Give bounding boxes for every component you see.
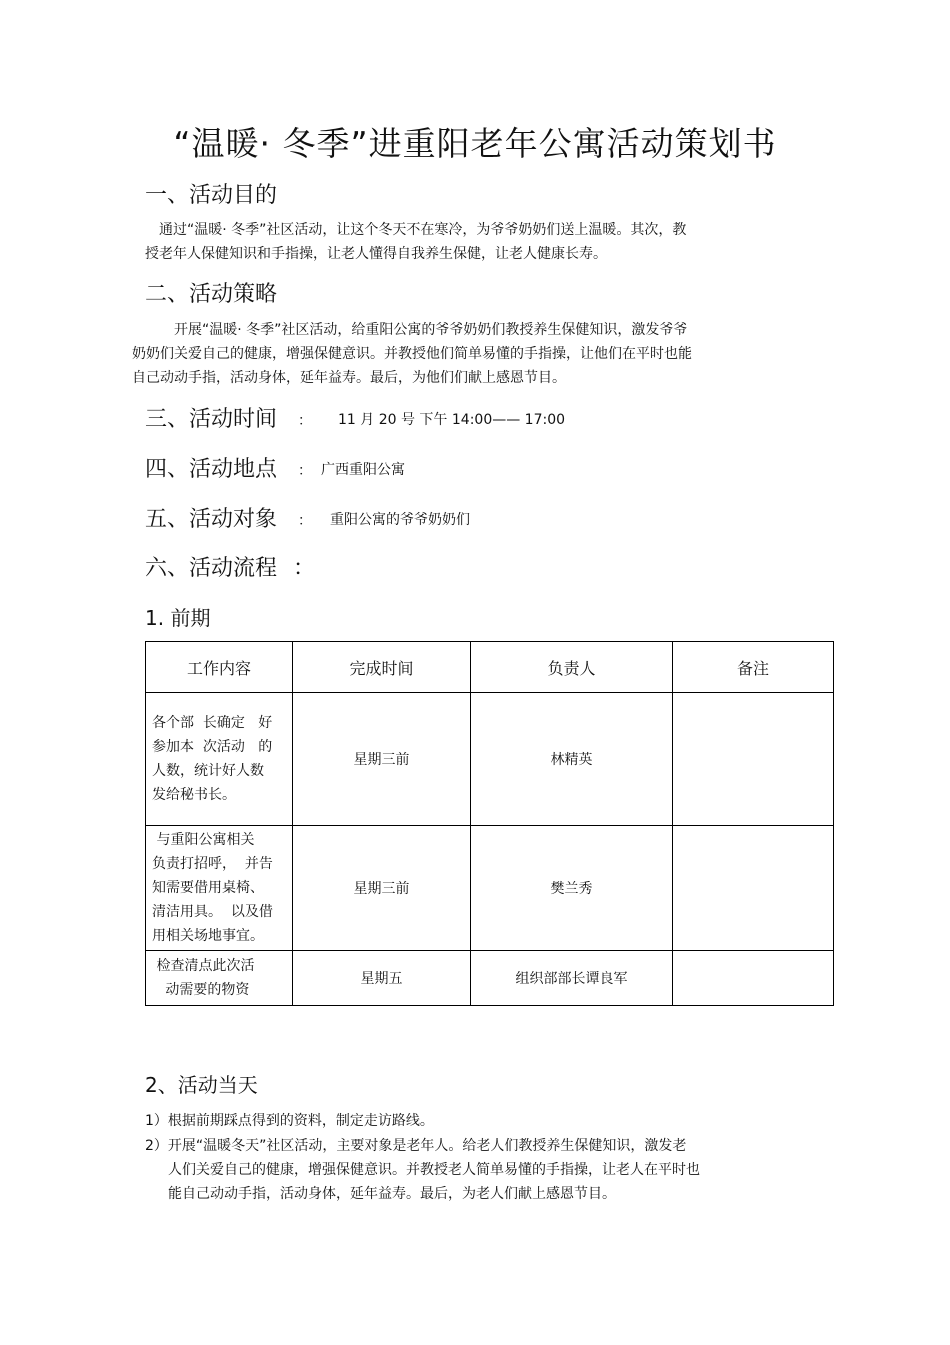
list-item-number: 2）: [145, 1138, 168, 1154]
row-content: [146, 826, 293, 951]
row-owner: 林精英: [471, 693, 673, 826]
time-value: 11 月 20 号 下午 14:00—— 17:00: [338, 412, 566, 428]
row-content-line: 检查清点此次活: [152, 958, 255, 974]
time-colon: ：: [298, 413, 312, 429]
strategy-line-2: 奶奶们关爱自己的健康，增强保健意识。并教授他们简单易懂的手指操，让他们在平时也能: [132, 346, 692, 362]
flow-colon: ：: [293, 556, 316, 581]
row-time: 星期三前: [293, 826, 471, 951]
section-strategy-heading: 二、活动策略: [145, 282, 278, 307]
strategy-line-1: 开展“温暖· 冬季”社区活动，给重阳公寓的爷爷奶奶们教授养生保健知识，激发爷爷: [174, 322, 688, 338]
header-note: 备注: [673, 642, 834, 693]
row-content-line: 各个部 长确定 好: [152, 715, 273, 731]
section-purpose-heading: 一、活动目的: [145, 183, 278, 208]
section-time-heading: 三、活动时间: [145, 407, 278, 432]
list-item-number: 1）: [145, 1113, 168, 1129]
list-item: [145, 1134, 686, 1158]
section-target-heading: 五、活动对象: [145, 507, 278, 532]
row-content-line: 负责打招呼， 并告: [152, 856, 273, 872]
phase2-heading: 2、活动当天: [145, 1073, 258, 1097]
target-colon: ：: [298, 513, 312, 529]
section-flow-heading: 六、活动流程: [145, 556, 278, 581]
place-value: 广西重阳公寓: [321, 462, 405, 478]
row-content-line: 用相关场地事宜。: [152, 928, 264, 944]
place-colon: ：: [298, 463, 312, 479]
document-title: “温暖· 冬季”进重阳老年公寓活动策划书: [173, 124, 777, 163]
table-header-row: [146, 642, 834, 693]
row-time: 星期三前: [293, 693, 471, 826]
phase1-heading: 1. 前期: [145, 606, 211, 630]
row-content-line: 动需要的物资: [152, 982, 250, 998]
row-content-line: 发给秘书长。: [152, 787, 236, 803]
list-item-text: 开展“温暖冬天”社区活动，主要对象是老年人。给老人们教授养生保健知识，激发老: [167, 1138, 687, 1154]
row-content: [146, 693, 293, 826]
row-note: [673, 951, 834, 1006]
row-owner: 组织部部长谭良军: [471, 951, 673, 1006]
table-row: [146, 951, 834, 1006]
row-time: 星期五: [293, 951, 471, 1006]
row-content-line: 人数，统计好人数: [152, 763, 264, 779]
row-note: [673, 826, 834, 951]
table-row: [146, 693, 834, 826]
row-owner: 樊兰秀: [471, 826, 673, 951]
purpose-line-2: 授老年人保健知识和手指操，让老人懂得自我养生保健，让老人健康长寿。: [145, 246, 607, 262]
target-value: 重阳公寓的爷爷奶奶们: [330, 512, 470, 528]
row-content-line: 知需要借用桌椅、: [152, 880, 264, 896]
list-item: [145, 1109, 434, 1133]
purpose-line-1: 通过“温暖· 冬季”社区活动，让这个冬天不在寒冷，为爷爷奶奶们送上温暖。其次，教: [159, 222, 687, 238]
row-content-line: 参加本 次活动 的: [152, 739, 273, 755]
header-content: 工作内容: [146, 642, 293, 693]
row-content-line: 清洁用具。 以及借: [152, 904, 273, 920]
section-place-heading: 四、活动地点: [145, 457, 278, 482]
row-content: [146, 951, 293, 1006]
list-item-text: 根据前期踩点得到的资料，制定走访路线。: [167, 1113, 434, 1129]
row-note: [673, 693, 834, 826]
list-item-continuation: 能自己动动手指，活动身体，延年益寿。最后，为老人们献上感恩节目。: [168, 1186, 616, 1202]
header-owner: 负责人: [471, 642, 673, 693]
row-content-line: 与重阳公寓相关: [152, 832, 255, 848]
strategy-line-3: 自己动动手指，活动身体，延年益寿。最后，为他们们献上感恩节目。: [132, 370, 566, 386]
list-item-continuation: 人们关爱自己的健康，增强保健意识。并教授老人简单易懂的手指操，让老人在平时也: [168, 1162, 700, 1178]
header-time: 完成时间: [293, 642, 471, 693]
phase1-table: [145, 641, 834, 1006]
table-row: [146, 826, 834, 951]
